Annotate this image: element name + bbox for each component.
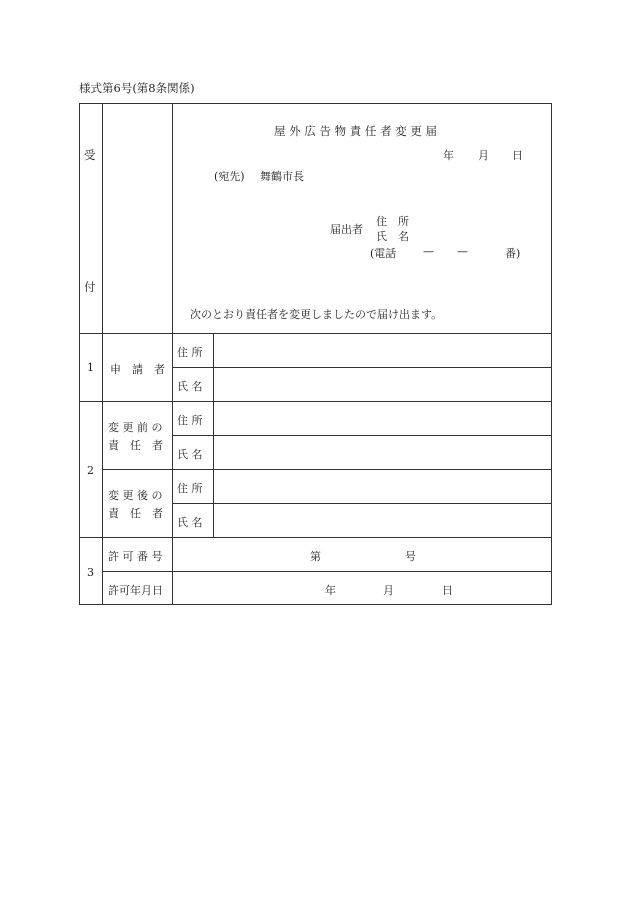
section2-after-name-field[interactable]	[214, 504, 551, 537]
section1-name-field[interactable]	[214, 368, 551, 401]
section1-label: 申 請 者	[110, 363, 165, 376]
permit-number-suffix: 号	[405, 550, 416, 563]
notifier-name-label: 氏 名	[376, 230, 409, 243]
section2-after-label-line1: 変 更 後 の	[108, 489, 163, 502]
section2-number: 2	[87, 464, 94, 477]
addressee: 舞鶴市長	[260, 170, 304, 183]
section1-name-label: 氏 名	[177, 380, 203, 393]
col-divider-number	[102, 103, 103, 604]
section2-before-label-line1: 変 更 前 の	[108, 421, 163, 434]
section3-number: 3	[87, 566, 94, 579]
section1-address-field[interactable]	[214, 334, 551, 367]
permit-date-month: 月	[383, 584, 394, 597]
permit-date-label: 許可年月日	[108, 584, 163, 597]
section2-before-address-field[interactable]	[214, 402, 551, 435]
permit-date-day: 日	[442, 584, 453, 597]
permit-number-field[interactable]	[173, 538, 551, 571]
col-divider-label	[172, 103, 173, 604]
permit-number-label: 許 可 番 号	[108, 550, 163, 563]
phone-open: (電話	[370, 247, 397, 260]
section1-number: 1	[87, 361, 94, 374]
notifier-label: 届出者	[330, 223, 363, 236]
header-date-month: 月	[478, 149, 489, 162]
permit-date-year: 年	[325, 584, 336, 597]
phone-dash-1: —	[423, 245, 434, 258]
table-border-top	[79, 103, 552, 104]
section2-before-address-label: 住 所	[177, 414, 203, 427]
header-date-year: 年	[443, 149, 454, 162]
form-number: 様式第6号(第8条関係)	[79, 81, 195, 95]
section2-before-name-label: 氏 名	[177, 448, 203, 461]
table-border-bottom	[79, 604, 552, 605]
notifier-address-label: 住 所	[376, 215, 409, 228]
table-border-left	[79, 103, 80, 604]
section2-after-name-label: 氏 名	[177, 516, 203, 529]
section2-after-address-label: 住 所	[177, 482, 203, 495]
addressee-prefix: (宛先)	[214, 170, 245, 183]
phone-dash-2: —	[457, 245, 468, 258]
section1-address-label: 住 所	[177, 346, 203, 359]
section2-after-label-line2: 責 任 者	[108, 507, 163, 520]
section2-after-address-field[interactable]	[214, 470, 551, 503]
header-date-day: 日	[512, 149, 523, 162]
reception-bottom-char: 付	[84, 280, 96, 294]
reception-top-char: 受	[84, 148, 96, 162]
section2-before-label-line2: 責 任 者	[108, 439, 163, 452]
phone-suffix: 番)	[505, 247, 521, 260]
permit-number-prefix: 第	[310, 550, 321, 563]
permit-date-field[interactable]	[173, 572, 551, 604]
form-title: 屋 外 広 告 物 責 任 者 変 更 届	[274, 124, 438, 138]
table-border-right	[551, 103, 552, 604]
section2-before-name-field[interactable]	[214, 436, 551, 469]
statement: 次のとおり責任者を変更しましたので届け出ます。	[190, 308, 443, 321]
